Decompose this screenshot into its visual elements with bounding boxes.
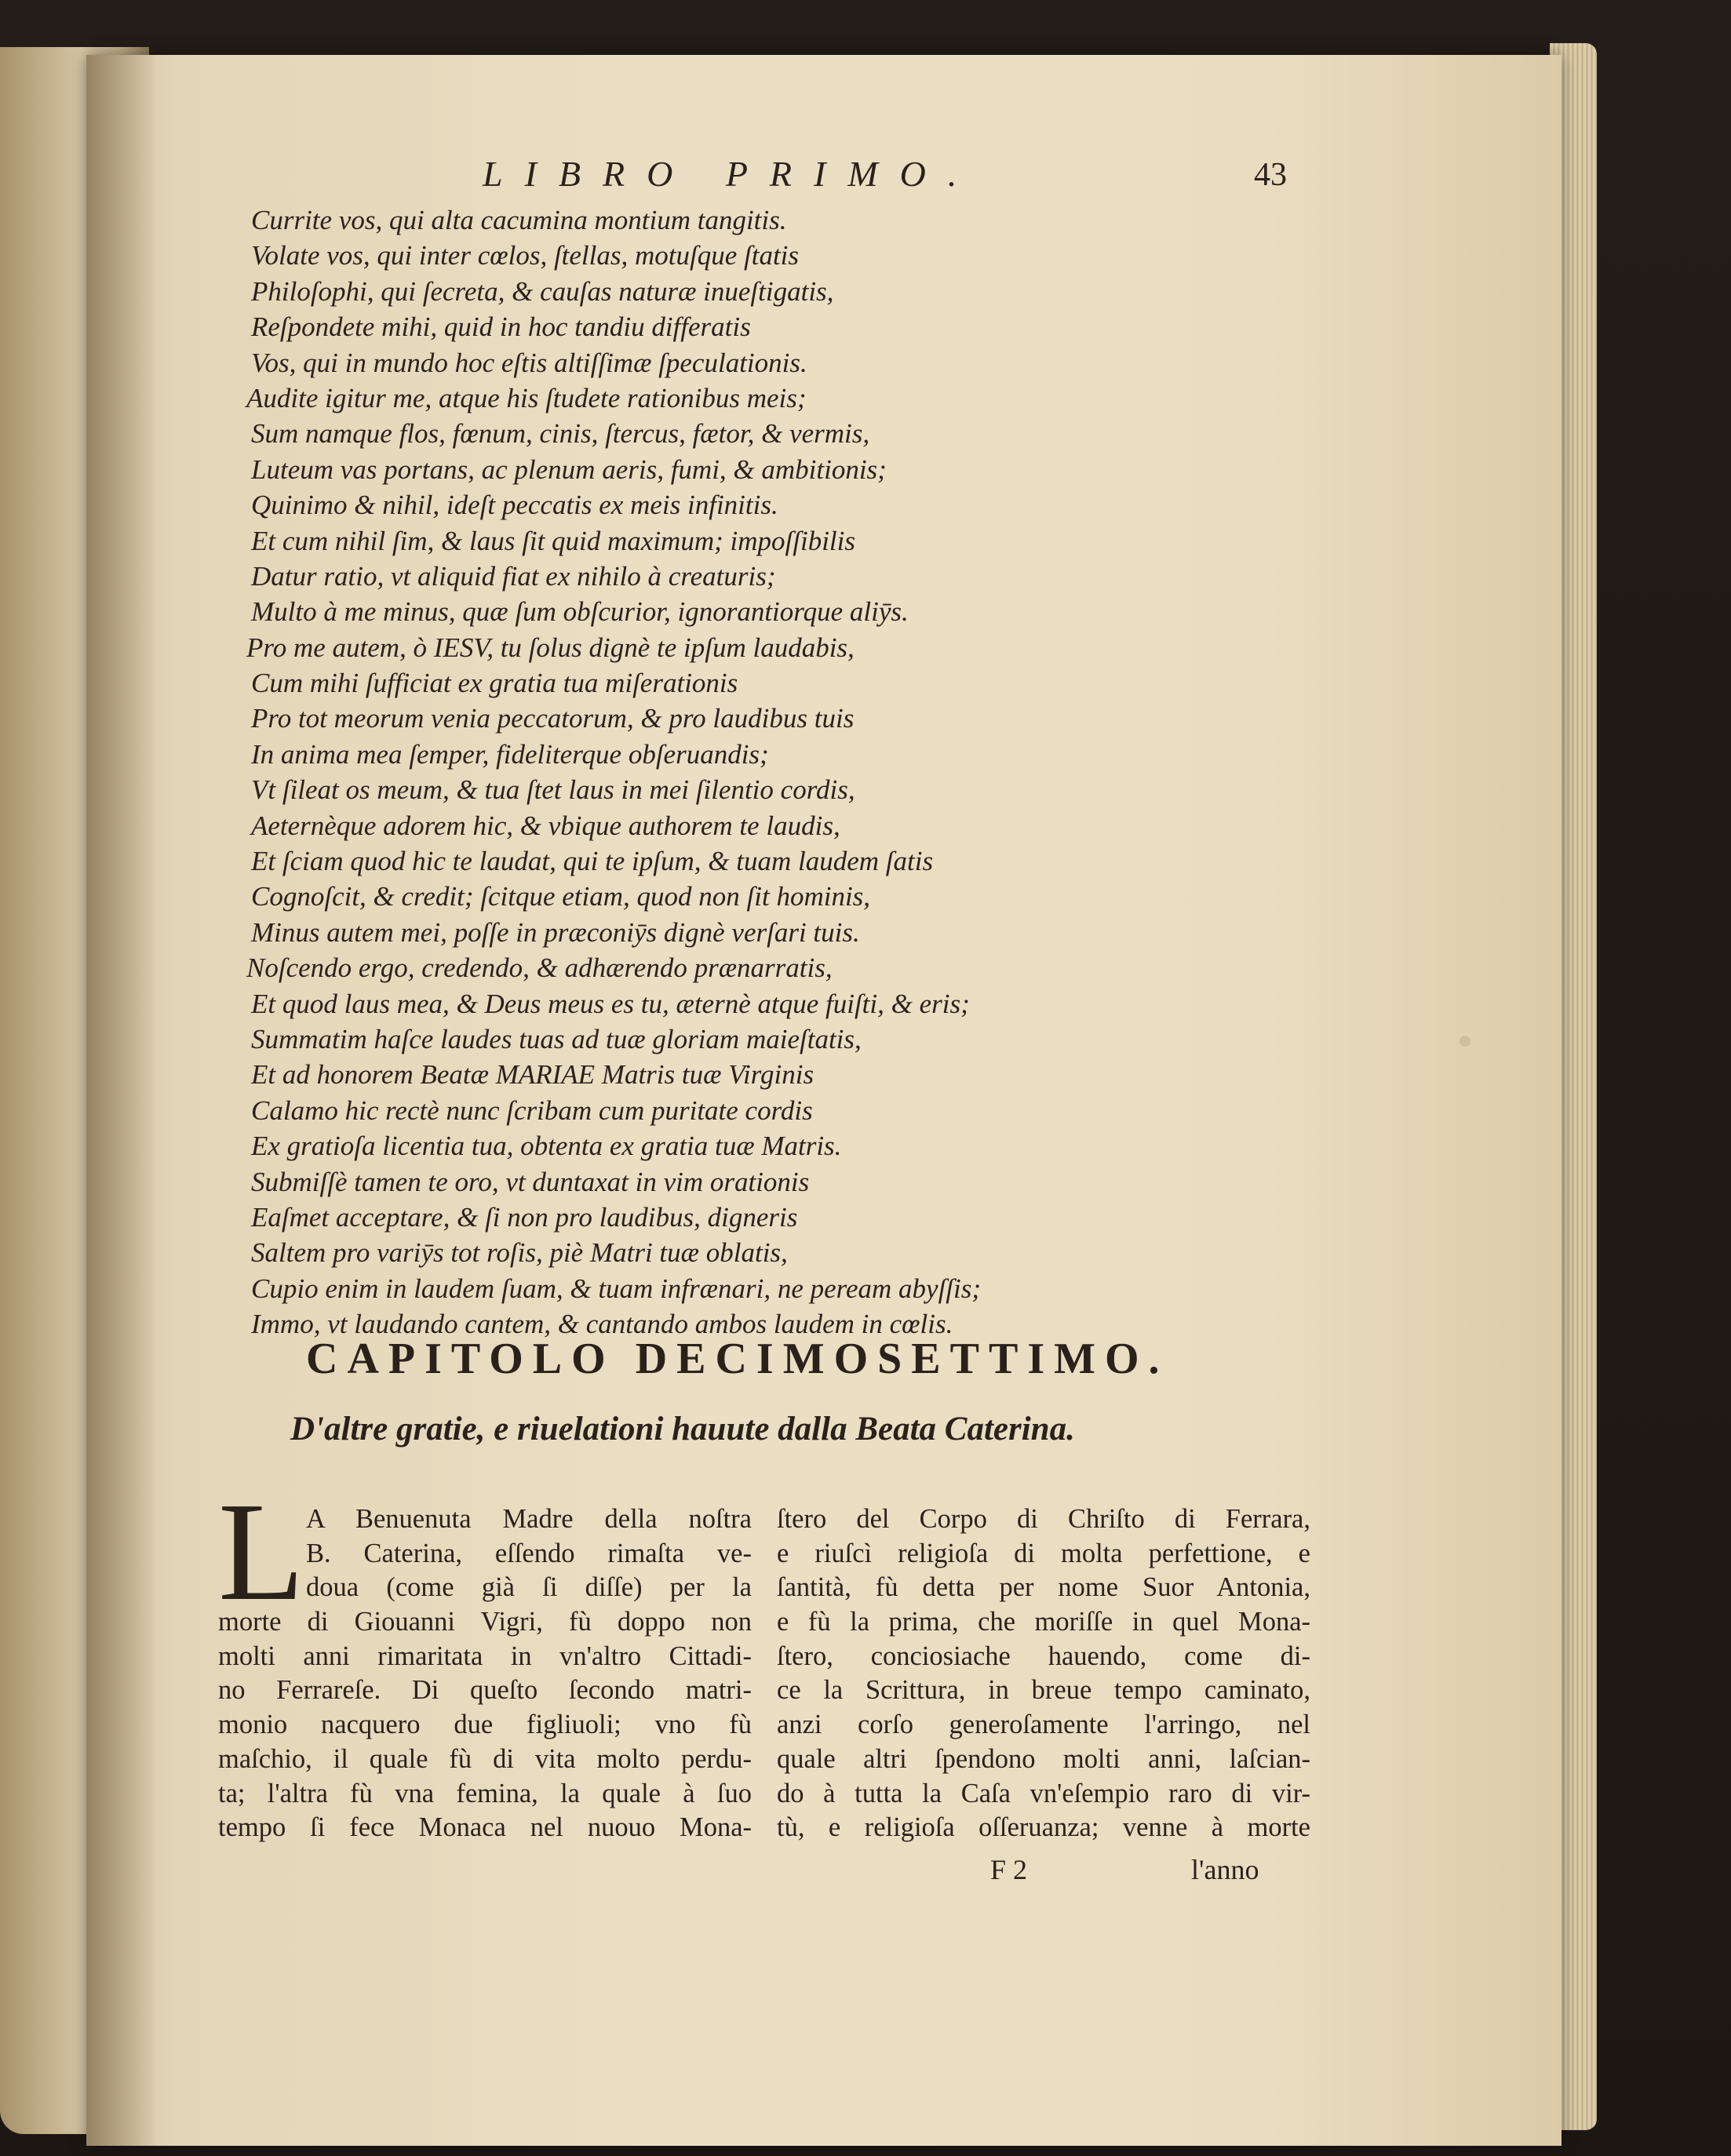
poem-line: Cognoſcit, & credit; ſcitque etiam, quod non ſit hominis,: [251, 881, 871, 912]
signature-mark: F 2: [990, 1854, 1028, 1885]
body-line: anzi corſo generoſamente l'arringo, nel: [777, 1710, 1310, 1740]
poem-line: Pro tot meorum venia peccatorum, & pro laudibus tuis: [251, 703, 855, 734]
body-line: A Benuenuta Madre della noſtra: [306, 1504, 752, 1534]
page-stain: [1460, 1036, 1470, 1047]
latin-poem: [246, 202, 1334, 1342]
body-column-right: [777, 1502, 1310, 1845]
body-line: ſtero del Corpo di Chriſto di Ferrara,: [777, 1504, 1310, 1534]
body-line: ta; l'altra fù vna femina, la quale à ſuo: [218, 1778, 752, 1808]
body-line: morte di Giouanni Vigri, fù doppo non: [218, 1607, 752, 1637]
poem-line: Datur ratio, vt aliquid fiat ex nihilo à creaturis;: [251, 560, 776, 592]
poem-line: Summatim haſce laudes tuas ad tuæ gloriam maieſtatis,: [251, 1023, 862, 1054]
body-line: doua (come già ſi diſſe) per la: [306, 1572, 752, 1603]
poem-line: Ex gratioſa licentia tua, obtenta ex gratia tuæ Matris.: [251, 1131, 842, 1162]
body-line: e fù la prima, che moriſſe in quel Mona-: [777, 1607, 1310, 1637]
chapter-subtitle: D'altre gratie, e riuelationi hauute dalla Beata Caterina.: [290, 1411, 1075, 1448]
poem-line: Luteum vas portans, ac plenum aeris, fumi, & ambitionis;: [251, 453, 887, 485]
poem-line: Calamo hic rectè nunc ſcribam cum puritate cordis: [251, 1094, 813, 1126]
poem-line: Vos, qui in mundo hoc eſtis altiſſimæ ſpeculationis.: [251, 347, 807, 378]
poem-line: Audite igitur me, atque his ſtudete rationibus meis;: [246, 382, 807, 413]
poem-line: In anima mea ſemper, fideliterque obſeruandis;: [251, 738, 769, 770]
poem-line: Pro me autem, ò IESV, tu ſolus dignè te ipſum laudabis,: [246, 632, 855, 663]
chapter-title: CAPITOLO DECIMOSETTIMO.: [306, 1335, 1169, 1383]
body-line: ſtero, conciosiache hauendo, come di-: [777, 1641, 1310, 1671]
poem-line: Minus autem mei, poſſe in præconiȳs dignè verſari tuis.: [251, 916, 860, 948]
gutter-shadow: [86, 55, 157, 2146]
poem-line: Saltem pro variȳs tot roſis, piè Matri tuæ oblatis,: [251, 1237, 788, 1269]
body-line: tù, e religioſa oſſeruanza; venne à morte: [777, 1812, 1310, 1843]
poem-line: Et ſciam quod hic te laudat, qui te ipſum, & tuam laudem ſatis: [251, 846, 934, 877]
body-line: monio nacquero due figliuoli; vno fù: [218, 1710, 752, 1740]
body-line: quale altri ſpendono molti anni, laſcian-: [777, 1743, 1310, 1774]
poem-line: Multo à me minus, quæ ſum obſcurior, ignorantiorque aliȳs.: [251, 596, 909, 628]
body-line: maſchio, il quale fù di vita molto perdu-: [218, 1743, 752, 1774]
poem-line: Currite vos, qui alta cacumina montium tangitis.: [251, 205, 787, 235]
body-line: molti anni rimaritata in vn'altro Cittadi-: [218, 1641, 752, 1671]
page-number: 43: [1254, 157, 1287, 193]
catchword: l'anno: [1191, 1854, 1259, 1885]
drop-cap: L: [218, 1473, 304, 1630]
poem-line: Sum namque flos, fœnum, cinis, ſtercus, fætor, & vermis,: [251, 418, 870, 450]
page-header: [0, 153, 1731, 200]
body-line: B. Caterina, eſſendo rimaſta ve-: [306, 1538, 752, 1568]
poem-line: Et ad honorem Beatæ MARIAE Matris tuæ Virginis: [251, 1059, 814, 1091]
body-column-left: [218, 1502, 752, 1845]
poem-line: Aeternèque adorem hic, & vbique authorem te laudis,: [251, 810, 840, 841]
body-line: do à tutta la Caſa vn'eſempio raro di vir-: [777, 1778, 1310, 1808]
body-line: e riuſcì religioſa di molta perfettione, e: [777, 1538, 1310, 1568]
body-line: ſantità, fù detta per nome Suor Antonia,: [777, 1572, 1310, 1603]
poem-line: Reſpondete mihi, quid in hoc tandiu differatis: [251, 311, 751, 343]
poem-line: Philoſophi, qui ſecreta, & cauſas naturæ inueſtigatis,: [251, 275, 834, 307]
poem-line: Volate vos, qui inter cœlos, ſtellas, motuſque ſtatis: [251, 240, 800, 271]
poem-line: Noſcendo ergo, credendo, & adhærendo prænarratis,: [246, 952, 833, 984]
body-line: no Ferrareſe. Di queſto ſecondo matri-: [218, 1675, 752, 1706]
body-line: ce la Scrittura, in breue tempo caminato,: [777, 1675, 1310, 1706]
body-line: tempo ſi fece Monaca nel nuouo Mona-: [218, 1812, 752, 1843]
poem-line: Eaſmet acceptare, & ſi non pro laudibus, digneris: [251, 1201, 798, 1233]
poem-line: Et cum nihil ſim, & laus ſit quid maximum; impoſſibilis: [251, 525, 855, 556]
poem-line: Cum mihi ſufficiat ex gratia tua miſerationis: [251, 668, 738, 699]
poem-line: Et quod laus mea, & Deus meus es tu, æternè atque fuiſti, & eris;: [251, 988, 970, 1019]
poem-line: Vt ſileat os meum, & tua ſtet laus in mei ſilentio cordis,: [251, 774, 855, 806]
poem-line: Submiſſè tamen te oro, vt duntaxat in vim orationis: [251, 1166, 810, 1197]
poem-line: Quinimo & nihil, ideſt peccatis ex meis infinitis.: [251, 490, 778, 521]
poem-line: Cupio enim in laudem ſuam, & tuam infrænari, ne peream abyſſis;: [251, 1273, 982, 1304]
running-title: LIBRO PRIMO.: [483, 154, 979, 194]
poem-line: Immo, vt laudando cantem, & cantando ambos laudem in cœlis.: [251, 1309, 953, 1340]
